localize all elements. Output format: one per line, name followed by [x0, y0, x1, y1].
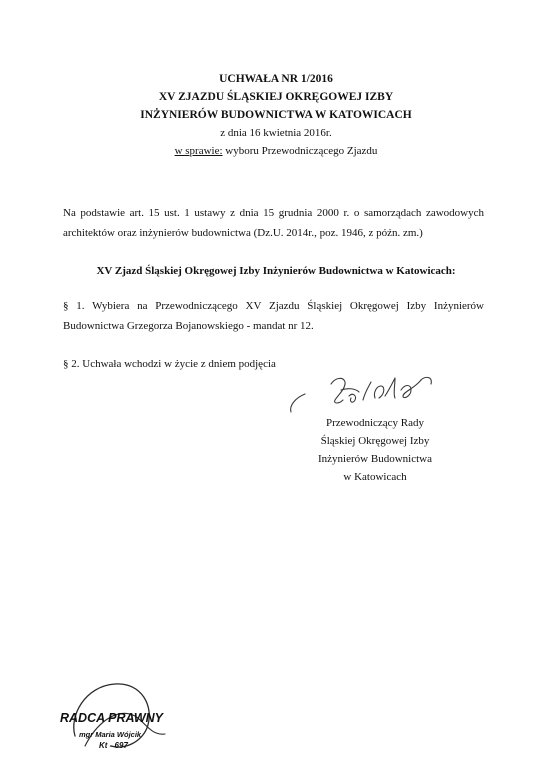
stamp-number: Kt - 697: [99, 741, 128, 750]
assembly-heading: XV Zjazd Śląskiej Okręgowej Izby Inżynierów Budownictwa w Katowicach:: [96, 265, 456, 277]
legal-basis: [63, 203, 484, 243]
resolution-issuer-line2: INŻYNIERÓW BUDOWNICTWA W KATOWICACH: [140, 109, 412, 121]
paragraph-1: [63, 296, 484, 336]
resolution-header: [0, 70, 552, 160]
subject-label: w sprawie:: [174, 145, 223, 157]
signatory-line3: Inżynierów Budownictwa: [318, 453, 432, 465]
signatory-line2: Śląskiej Okręgowej Izby: [320, 435, 430, 447]
paragraph-1-line1: § 1. Wybiera na Przewodniczącego XV Zjazdu Śląskiej Okręgowej Izby Inżynierów: [63, 300, 484, 312]
resolution-issuer-line1: XV ZJAZDU ŚLĄSKIEJ OKRĘGOWEJ IZBY: [158, 91, 394, 103]
signatory-line4: w Katowicach: [343, 471, 407, 483]
subject-text: wyboru Przewodniczącego Zjazdu: [222, 145, 378, 157]
handwritten-signature: [283, 370, 453, 420]
legal-basis-line2: architektów oraz inżynierów budownictwa (Dz.U. 2014r., poz. 1946, z późn. zm.): [63, 227, 423, 239]
paragraph-2: § 2. Uchwała wchodzi w życie z dniem podjęcia: [63, 358, 276, 370]
paragraph-1-line2: Budownictwa Grzegorza Bojanowskiego - mandat nr 12.: [63, 320, 314, 332]
signatory-line1: Przewodniczący Rady: [325, 417, 425, 429]
legal-counsel-stamp: [55, 676, 185, 756]
stamp-title: RADCA PRAWNY: [60, 711, 164, 725]
signatory-block: [300, 414, 450, 486]
resolution-date: z dnia 16 kwietnia 2016r.: [220, 127, 332, 139]
resolution-subject: [0, 142, 552, 160]
legal-basis-line1: Na podstawie art. 15 ust. 1 ustawy z dnia 15 grudnia 2000 r. o samorządach zawodowych: [63, 207, 484, 219]
resolution-number: UCHWAŁA NR 1/2016: [219, 73, 333, 85]
stamp-name: mgr Maria Wójcik: [79, 730, 142, 739]
